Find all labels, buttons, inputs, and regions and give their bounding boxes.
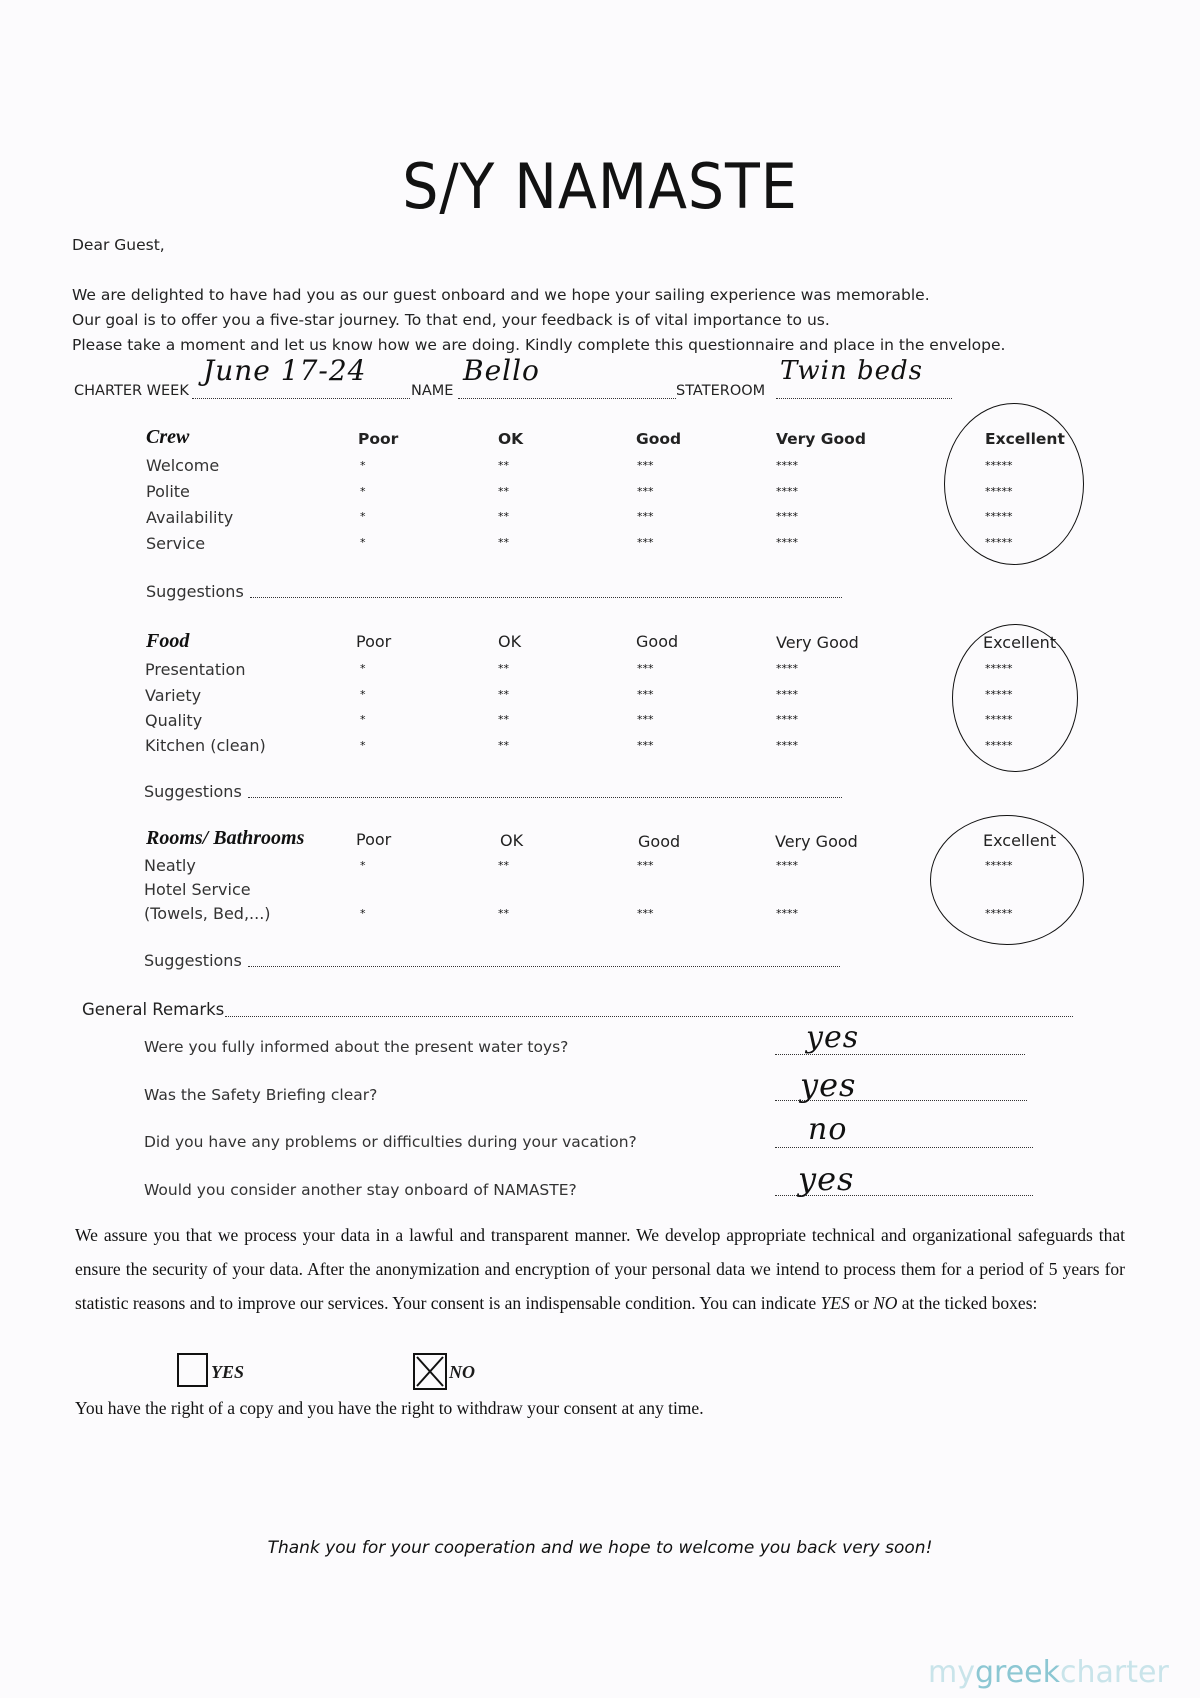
rating-ok-stars[interactable]: ** bbox=[498, 535, 509, 549]
column-very-good: Very Good bbox=[776, 633, 859, 652]
watermark-mid: greek bbox=[974, 1655, 1060, 1690]
watermark-right: charter bbox=[1060, 1655, 1169, 1690]
rating-poor-stars[interactable]: * bbox=[360, 510, 366, 523]
suggestions-label: Suggestions bbox=[144, 951, 242, 970]
rating-good-stars[interactable]: *** bbox=[637, 510, 654, 523]
privacy-yes-word: YES bbox=[820, 1293, 850, 1313]
question-safety-briefing: Was the Safety Briefing clear? bbox=[144, 1086, 378, 1104]
rating-excellent-stars[interactable]: ***** bbox=[985, 535, 1013, 549]
row-label: Quality bbox=[145, 711, 203, 730]
rating-ok-stars[interactable]: ** bbox=[498, 687, 509, 701]
intro-line-3: Please take a moment and let us know how we are doing. Kindly complete this questionnaire and place in the envelope. bbox=[72, 336, 1006, 354]
rating-poor-stars[interactable]: * bbox=[360, 459, 366, 472]
column-poor: Poor bbox=[356, 830, 392, 849]
section-title: Rooms/ Bathrooms bbox=[146, 827, 305, 849]
rating-poor-stars[interactable]: * bbox=[360, 662, 366, 675]
rating-ok-stars[interactable]: ** bbox=[498, 459, 509, 472]
rating-ok-stars[interactable]: ** bbox=[498, 662, 509, 675]
column-very-good: Very Good bbox=[775, 832, 858, 851]
rights-text: You have the right of a copy and you have the right to withdraw your consent at any time. bbox=[75, 1398, 704, 1418]
rating-poor-stars[interactable]: * bbox=[360, 535, 366, 549]
rating-good-stars[interactable]: *** bbox=[637, 535, 654, 549]
rating-poor-stars[interactable]: * bbox=[360, 713, 366, 726]
rating-very-good-stars[interactable]: **** bbox=[776, 459, 798, 472]
row-label: (Towels, Bed,...) bbox=[144, 904, 271, 923]
suggestions-label: Suggestions bbox=[144, 782, 242, 801]
answer-water-toys[interactable]: yes bbox=[806, 1020, 860, 1055]
suggestions-line[interactable] bbox=[248, 797, 842, 798]
column-excellent: Excellent bbox=[983, 831, 1057, 850]
rating-good-stars[interactable]: *** bbox=[637, 662, 654, 675]
rating-poor-stars[interactable]: * bbox=[360, 484, 366, 498]
question-water-toys: Were you fully informed about the present water toys? bbox=[144, 1038, 569, 1056]
question-another-stay: Would you consider another stay onboard of NAMASTE? bbox=[144, 1181, 577, 1199]
rating-excellent-stars[interactable]: ***** bbox=[985, 459, 1013, 472]
privacy-paragraph: We assure you that we process your data in a lawful and transparent manner. We develop appropriate technical and organizational safeguards that ensure the security of your data. After the anonymization and encryption of your personal data we intend to process them for a period of 5 years for statistic reasons and to improve our services. Your consent is an indispensable condition. You can indicate bbox=[75, 1225, 1125, 1313]
column-ok: OK bbox=[500, 831, 524, 850]
row-label: Kitchen (clean) bbox=[145, 736, 266, 755]
rating-very-good-stars[interactable]: **** bbox=[776, 713, 798, 726]
section-title: Crew bbox=[146, 426, 190, 448]
rating-excellent-stars[interactable]: ***** bbox=[985, 907, 1013, 920]
general-remarks-line[interactable] bbox=[225, 1016, 1073, 1017]
rating-very-good-stars[interactable]: **** bbox=[776, 859, 798, 872]
column-ok: OK bbox=[498, 632, 522, 651]
rating-good-stars[interactable]: *** bbox=[637, 484, 654, 498]
rating-ok-stars[interactable]: ** bbox=[498, 859, 509, 872]
row-label: Availability bbox=[146, 508, 234, 527]
rating-ok-stars[interactable]: ** bbox=[498, 907, 509, 920]
stateroom-line bbox=[776, 398, 952, 399]
name-value[interactable]: Bello bbox=[463, 354, 540, 387]
rating-very-good-stars[interactable]: **** bbox=[776, 535, 798, 549]
rating-excellent-stars[interactable]: ***** bbox=[985, 859, 1013, 872]
consent-no-checkbox[interactable] bbox=[413, 1353, 447, 1390]
rating-good-stars[interactable]: *** bbox=[637, 907, 654, 920]
rating-poor-stars[interactable]: * bbox=[360, 687, 366, 701]
charter-week-value[interactable]: June 17-24 bbox=[203, 354, 367, 387]
column-good: Good bbox=[638, 832, 681, 851]
rating-excellent-stars[interactable]: ***** bbox=[985, 662, 1013, 675]
rating-excellent-stars[interactable]: ***** bbox=[985, 738, 1013, 752]
column-excellent: Excellent bbox=[985, 430, 1065, 448]
privacy-no-word: NO bbox=[873, 1293, 898, 1313]
selection-circle bbox=[952, 624, 1078, 772]
charter-week-label: CHARTER WEEK bbox=[74, 383, 189, 399]
general-remarks-label: General Remarks bbox=[82, 1000, 225, 1019]
suggestions-label: Suggestions bbox=[146, 582, 244, 601]
row-label: Presentation bbox=[145, 660, 246, 679]
rating-excellent-stars[interactable]: ***** bbox=[985, 484, 1013, 498]
selection-circle bbox=[930, 815, 1084, 945]
thank-you-note: Thank you for your cooperation and we hope to welcome you back very soon! bbox=[267, 1538, 933, 1558]
rating-good-stars[interactable]: *** bbox=[637, 713, 654, 726]
rating-good-stars[interactable]: *** bbox=[637, 459, 654, 472]
suggestions-line[interactable] bbox=[250, 597, 842, 598]
column-ok: OK bbox=[498, 430, 524, 448]
rating-poor-stars[interactable]: * bbox=[360, 738, 366, 752]
row-label: Service bbox=[146, 534, 206, 553]
intro-line-1: We are delighted to have had you as our guest onboard and we hope your sailing experience was memorable. bbox=[72, 286, 930, 304]
privacy-suffix: at the ticked boxes: bbox=[897, 1293, 1038, 1313]
column-very-good: Very Good bbox=[776, 430, 866, 448]
rating-very-good-stars[interactable]: **** bbox=[776, 687, 798, 701]
consent-no-label: NO bbox=[449, 1362, 475, 1382]
column-poor: Poor bbox=[358, 430, 399, 448]
stateroom-label: STATEROOM bbox=[676, 383, 766, 399]
rating-very-good-stars[interactable]: **** bbox=[776, 510, 798, 523]
rating-excellent-stars[interactable]: ***** bbox=[985, 713, 1013, 726]
stateroom-value[interactable]: Twin beds bbox=[780, 356, 924, 386]
answer-line bbox=[775, 1147, 1033, 1148]
section-title: Food bbox=[146, 630, 190, 652]
watermark-left: my bbox=[928, 1655, 975, 1690]
row-label: Variety bbox=[145, 686, 202, 705]
rating-excellent-stars[interactable]: ***** bbox=[985, 510, 1013, 523]
rating-ok-stars[interactable]: ** bbox=[498, 510, 509, 523]
question-problems: Did you have any problems or difficulties during your vacation? bbox=[144, 1133, 637, 1151]
watermark-logo bbox=[928, 1655, 1169, 1690]
rating-poor-stars[interactable]: * bbox=[360, 907, 366, 920]
consent-yes-label: YES bbox=[211, 1362, 245, 1382]
row-label: Neatly bbox=[144, 856, 196, 875]
name-line bbox=[458, 398, 676, 399]
row-label: Polite bbox=[146, 482, 190, 501]
rating-very-good-stars[interactable]: **** bbox=[776, 662, 798, 675]
row-label: Welcome bbox=[146, 456, 220, 475]
row-label: Hotel Service bbox=[144, 880, 251, 899]
rating-ok-stars[interactable]: ** bbox=[498, 484, 509, 498]
rating-good-stars[interactable]: *** bbox=[637, 859, 654, 872]
selection-circle bbox=[944, 403, 1084, 565]
answer-another-stay[interactable]: yes bbox=[798, 1160, 855, 1198]
rating-good-stars[interactable]: *** bbox=[637, 738, 654, 752]
rating-poor-stars[interactable]: * bbox=[360, 859, 366, 872]
rating-ok-stars[interactable]: ** bbox=[498, 713, 509, 726]
greeting: Dear Guest, bbox=[72, 236, 165, 254]
consent-yes-checkbox[interactable] bbox=[177, 1353, 208, 1387]
check-x-icon bbox=[415, 1355, 445, 1388]
rating-good-stars[interactable]: *** bbox=[637, 687, 654, 701]
column-good: Good bbox=[636, 632, 679, 651]
rating-very-good-stars[interactable]: **** bbox=[776, 484, 798, 498]
answer-safety-briefing[interactable]: yes bbox=[800, 1066, 857, 1104]
column-good: Good bbox=[636, 430, 682, 448]
intro-line-2: Our goal is to offer you a five-star journey. To that end, your feedback is of vital importance to us. bbox=[72, 311, 830, 329]
name-label: NAME bbox=[411, 383, 454, 399]
rating-very-good-stars[interactable]: **** bbox=[776, 738, 798, 752]
rating-very-good-stars[interactable]: **** bbox=[776, 907, 798, 920]
rating-excellent-stars[interactable]: ***** bbox=[985, 687, 1013, 701]
charter-week-line bbox=[192, 398, 410, 399]
privacy-or-word: or bbox=[849, 1293, 874, 1313]
suggestions-line[interactable] bbox=[248, 966, 840, 967]
form-title: S/Y NAMASTE bbox=[402, 150, 798, 223]
answer-problems[interactable]: no bbox=[808, 1112, 848, 1147]
column-poor: Poor bbox=[356, 632, 392, 651]
rating-ok-stars[interactable]: ** bbox=[498, 738, 509, 752]
data-privacy-text bbox=[75, 1218, 1125, 1320]
column-excellent: Excellent bbox=[983, 633, 1057, 652]
